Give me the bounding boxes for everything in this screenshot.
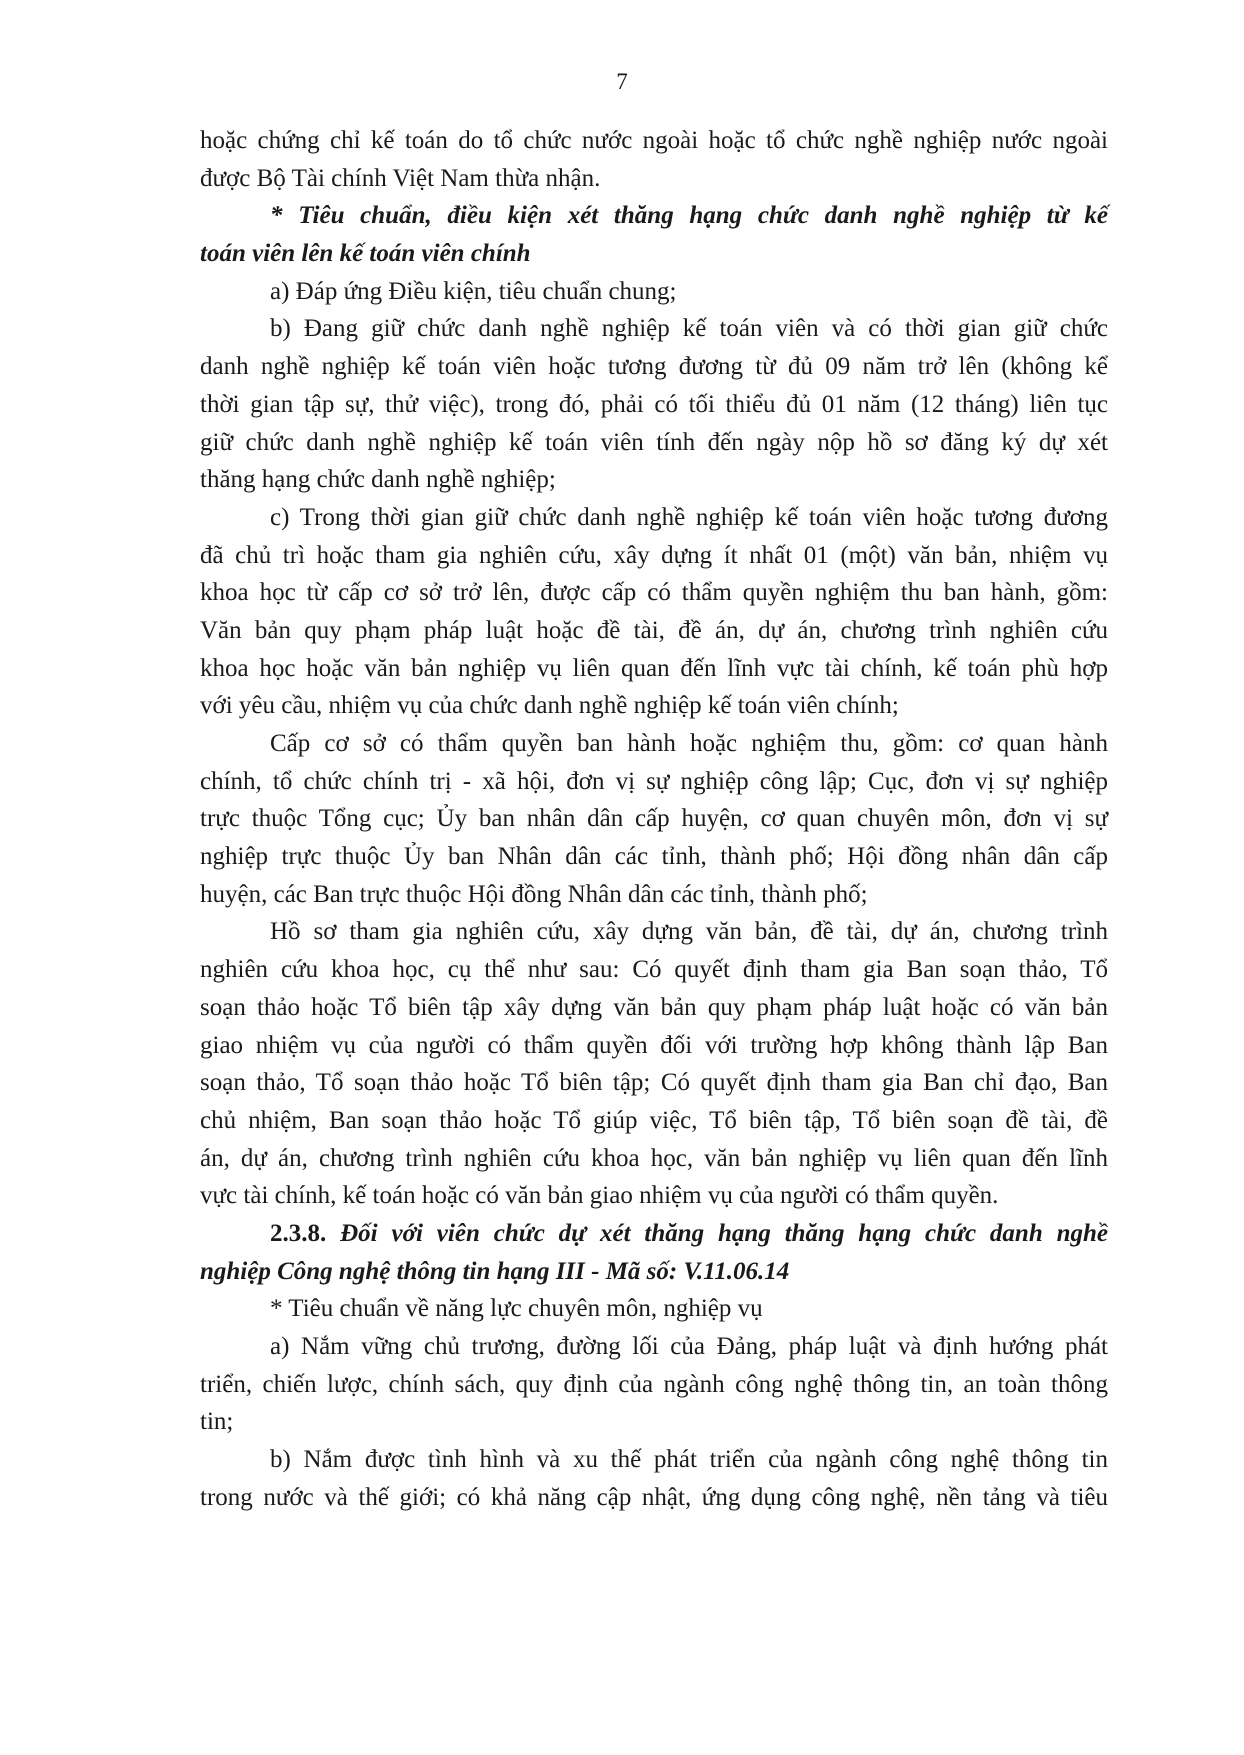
heading-title: Đối với viên chức dự xét thăng hạng thăng hạng chức danh nghề — [340, 1219, 1108, 1247]
list-item: a) Đáp ứng Điều kiện, tiêu chuẩn chung; — [270, 277, 677, 305]
list-item: c) Trong thời gian giữ chức danh nghề nghiệp kế toán viên hoặc tương đương — [270, 503, 1108, 531]
text-line: chính, tổ chức chính trị - xã hội, đơn vị sự nghiệp công lập; Cục, đơn vị sự nghiệp — [200, 767, 1108, 795]
text-line: triển, chiến lược, chính sách, quy định của ngành công nghệ thông tin, an toàn thông — [200, 1370, 1108, 1398]
section-heading: nghiệp Công nghệ thông tin hạng III - Mã số: V.11.06.14 — [200, 1257, 790, 1285]
text-line: hoặc chứng chỉ kế toán do tổ chức nước ngoài hoặc tổ chức nghề nghiệp nước ngoài — [200, 127, 1108, 154]
text-line: soạn thảo hoặc Tổ biên tập xây dựng văn bản quy phạm pháp luật hoặc có văn bản — [200, 993, 1108, 1021]
section-heading — [200, 1215, 1108, 1253]
section-heading: toán viên lên kế toán viên chính — [200, 240, 531, 268]
text-line: trong nước và thế giới; có khả năng cập nhật, ứng dụng công nghệ, nền tảng và tiêu — [200, 1483, 1108, 1511]
text-line: soạn thảo, Tổ soạn thảo hoặc Tổ biên tập; Có quyết định tham gia Ban chỉ đạo, Ban — [200, 1069, 1108, 1097]
paragraph-start: Hồ sơ tham gia nghiên cứu, xây dựng văn bản, đề tài, dự án, chương trình — [270, 918, 1108, 946]
text-line: án, dự án, chương trình nghiên cứu khoa học, văn bản nghiệp vụ liên quan đến lĩnh — [200, 1144, 1108, 1172]
text-line: giữ chức danh nghề nghiệp kế toán viên tính đến ngày nộp hồ sơ đăng ký dự xét — [200, 428, 1108, 456]
text-line: thăng hạng chức danh nghề nghiệp; — [200, 466, 556, 494]
text-line: được Bộ Tài chính Việt Nam thừa nhận. — [200, 164, 601, 192]
text-line: trực thuộc Tổng cục; Ủy ban nhân dân cấp huyện, cơ quan chuyên môn, đơn vị sự — [200, 805, 1108, 833]
text-line: đã chủ trì hoặc tham gia nghiên cứu, xây dựng ít nhất 01 (một) văn bản, nhiệm vụ — [200, 541, 1108, 569]
list-item: b) Nắm được tình hình và xu thế phát triển của ngành công nghệ thông tin — [270, 1446, 1108, 1474]
subheading: * Tiêu chuẩn về năng lực chuyên môn, nghiệp vụ — [270, 1295, 763, 1323]
heading-number: 2.3.8. — [270, 1219, 327, 1247]
text-line: tin; — [200, 1408, 234, 1436]
page-number: 7 — [616, 69, 628, 94]
paragraph-start: Cấp cơ sở có thẩm quyền ban hành hoặc nghiệm thu, gồm: cơ quan hành — [270, 730, 1108, 757]
text-line: Văn bản quy phạm pháp luật hoặc đề tài, đề án, dự án, chương trình nghiên cứu — [200, 616, 1108, 644]
section-heading: * Tiêu chuẩn, điều kiện xét thăng hạng chức danh nghề nghiệp từ kế — [270, 202, 1108, 230]
text-line: danh nghề nghiệp kế toán viên hoặc tương đương từ đủ 09 năm trở lên (không kể — [200, 353, 1108, 381]
text-line: vực tài chính, kế toán hoặc có văn bản giao nhiệm vụ của người có thẩm quyền. — [200, 1182, 999, 1210]
text-line: nghiên cứu khoa học, cụ thể như sau: Có quyết định tham gia Ban soạn thảo, Tổ — [200, 956, 1108, 984]
text-line: huyện, các Ban trực thuộc Hội đồng Nhân dân các tỉnh, thành phố; — [200, 880, 868, 908]
text-line: nghiệp trực thuộc Ủy ban Nhân dân các tỉnh, thành phố; Hội đồng nhân dân cấp — [200, 843, 1108, 871]
document-body — [200, 122, 1108, 1516]
list-item: b) Đang giữ chức danh nghề nghiệp kế toán viên và có thời gian giữ chức — [270, 315, 1108, 343]
text-line: giao nhiệm vụ của người có thẩm quyền đối với trường hợp không thành lập Ban — [200, 1031, 1108, 1059]
list-item: a) Nắm vững chủ trương, đường lối của Đảng, pháp luật và định hướng phát — [270, 1333, 1108, 1360]
text-line: thời gian tập sự, thử việc), trong đó, phải có tối thiểu đủ 01 năm (12 tháng) liên tục — [200, 390, 1108, 418]
text-line: khoa học hoặc văn bản nghiệp vụ liên quan đến lĩnh vực tài chính, kế toán phù hợp — [200, 654, 1108, 682]
text-line: với yêu cầu, nhiệm vụ của chức danh nghề nghiệp kế toán viên chính; — [200, 692, 899, 720]
text-line: khoa học từ cấp cơ sở trở lên, được cấp có thẩm quyền nghiệm thu ban hành, gồm: — [200, 579, 1108, 607]
text-line: chủ nhiệm, Ban soạn thảo hoặc Tổ giúp việc, Tổ biên tập, Tổ biên soạn đề tài, đề — [200, 1106, 1108, 1134]
